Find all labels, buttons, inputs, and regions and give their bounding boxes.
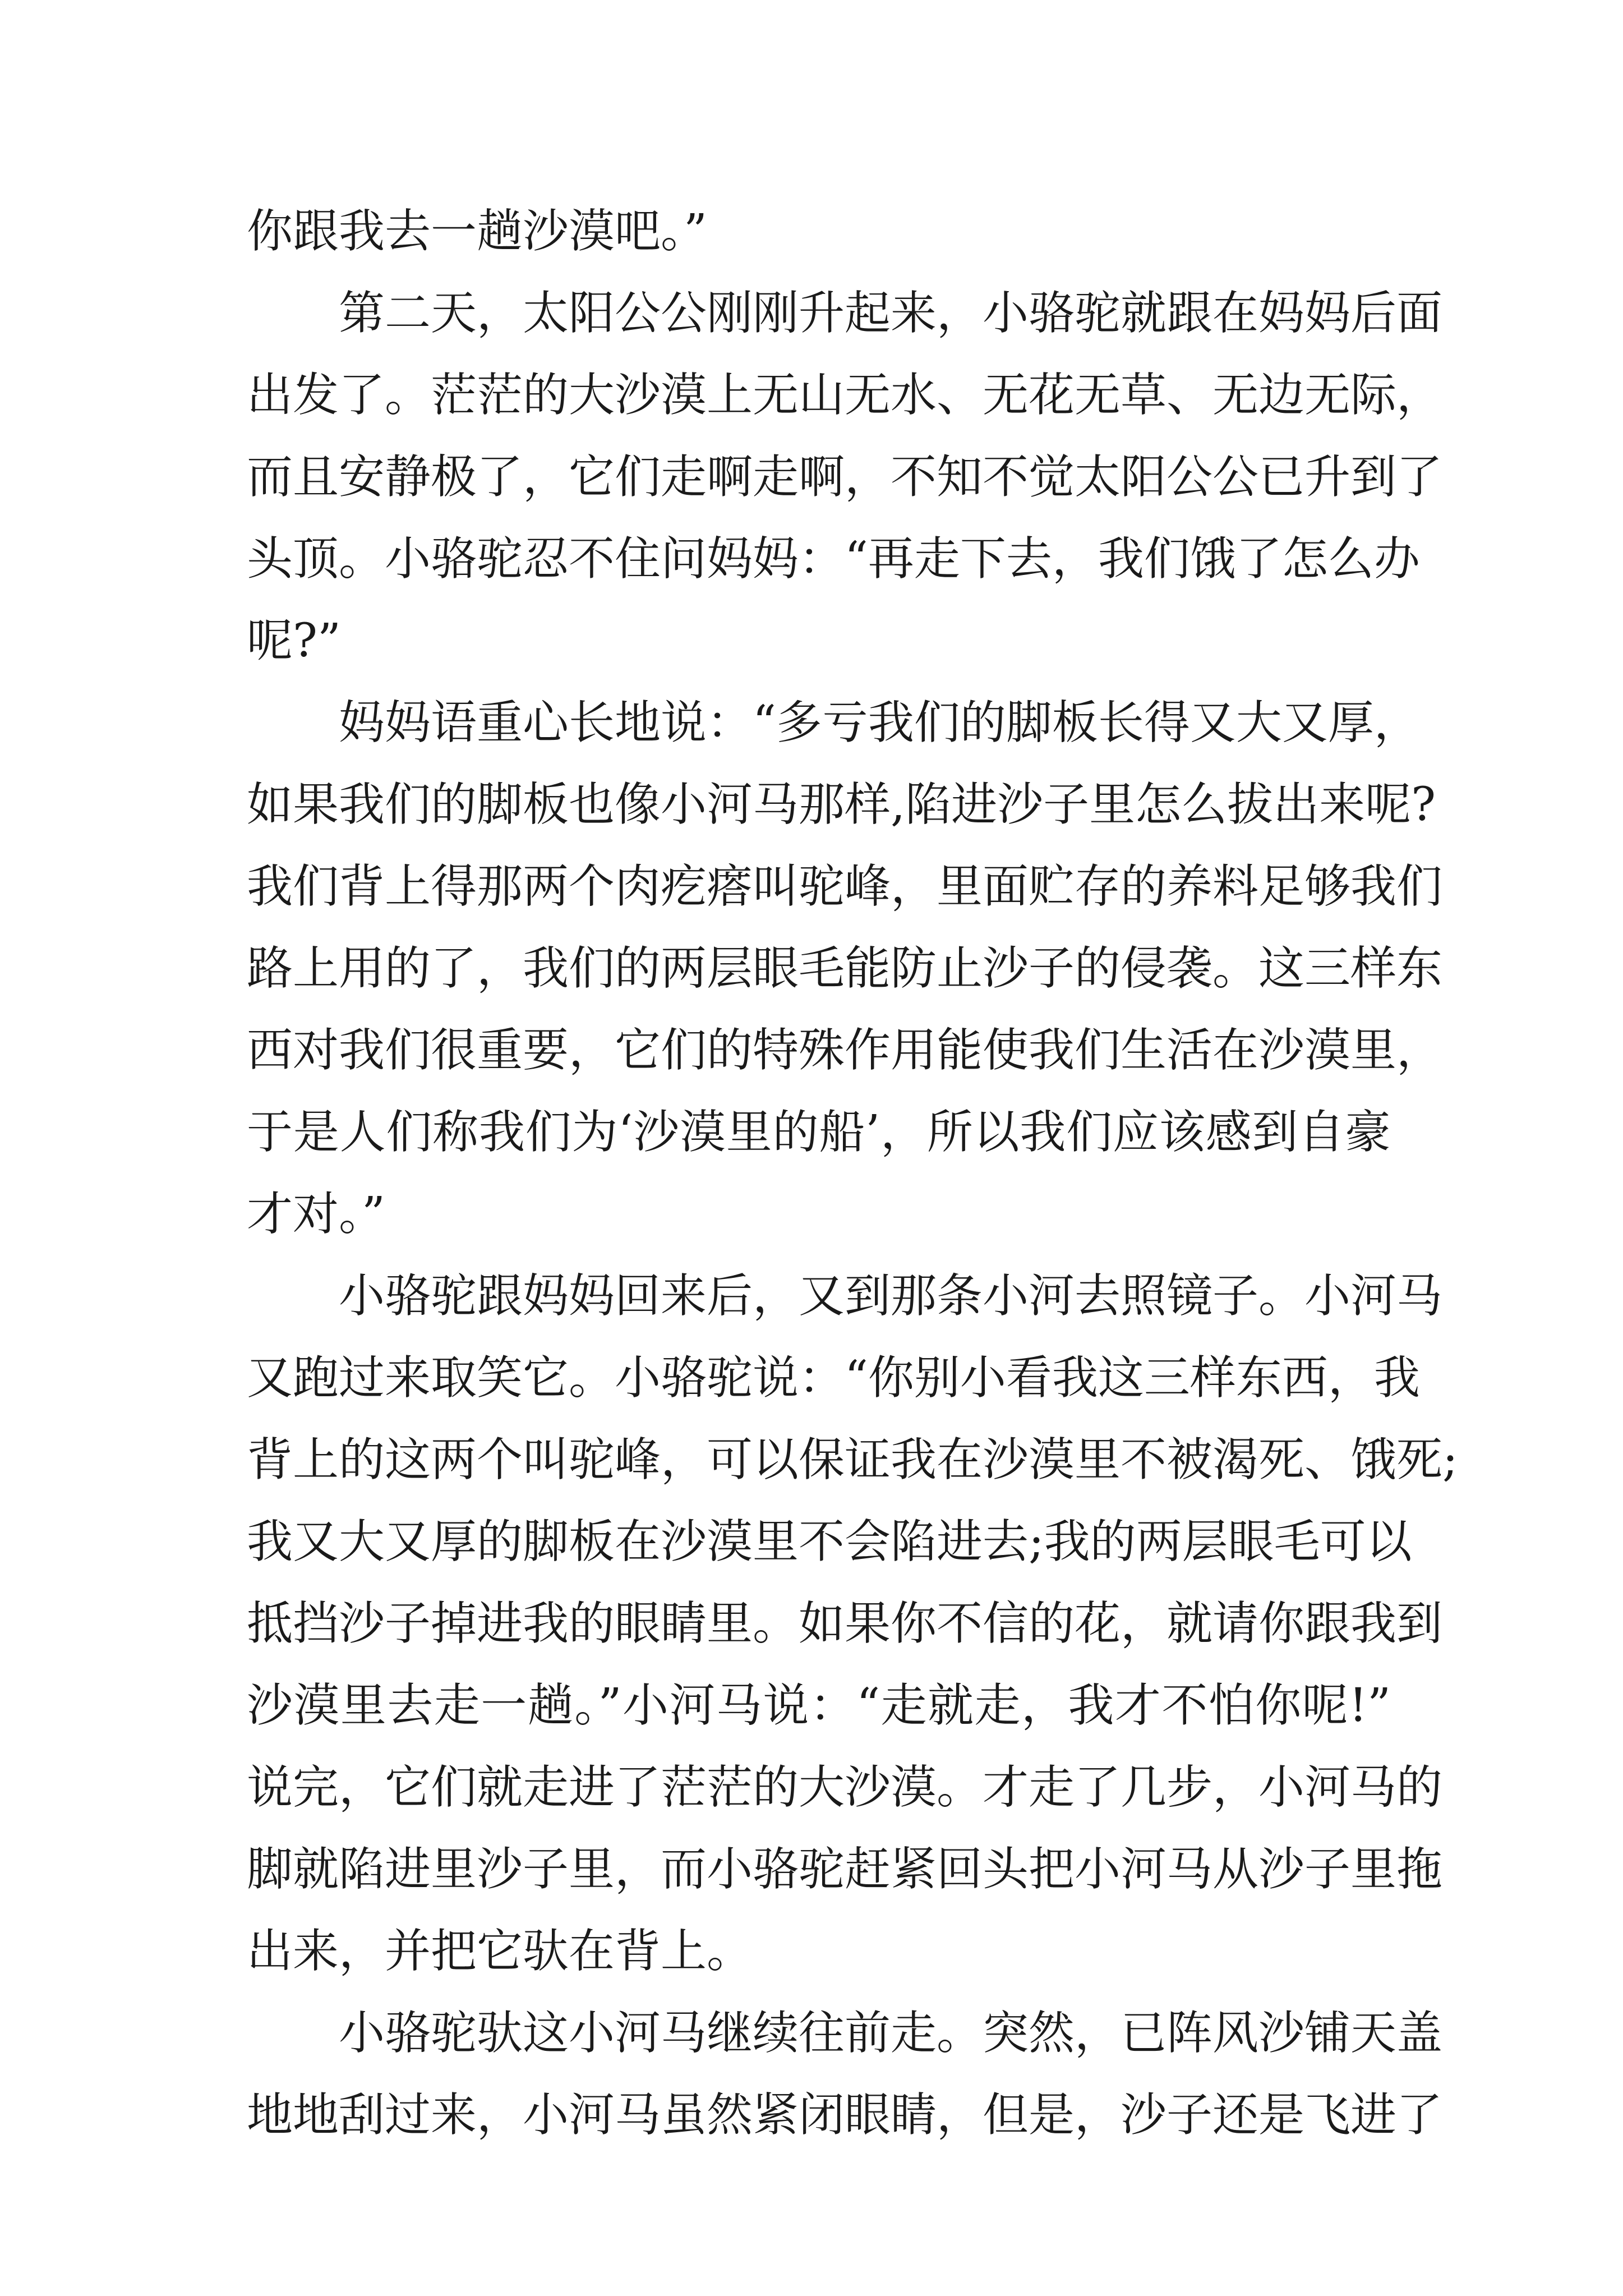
paragraph (247, 273, 1443, 682)
text-line: 头顶。小骆驼忍不住问妈妈：“再走下去，我们饿了怎么办 (247, 532, 1420, 586)
text-line: 我又大又厚的脚板在沙漠里不会陷进去;我的两层眼毛可以 (247, 1515, 1412, 1568)
text-line: 小骆驼驮这小河马继续往前走。突然，已阵风沙铺天盖 (339, 2007, 1443, 2060)
text-line: 沙漠里去走一趟。”小河马说：“走就走，我才不怕你呢!” (247, 1679, 1391, 1732)
text-line: 又跑过来取笑它。小骆驼说：“你别小看我这三样东西，我 (247, 1351, 1420, 1405)
text-line: 如果我们的脚板也像小河马那样,陷进沙子里怎么拔出来呢? (247, 778, 1436, 831)
text-line: 第二天，太阳公公刚刚升起来，小骆驼就跟在妈妈后面 (339, 287, 1443, 340)
text-line: 小骆驼跟妈妈回来后，又到那条小河去照镜子。小河马 (339, 1269, 1443, 1323)
text-line: 妈妈语重心长地说：“多亏我们的脚板长得又大又厚， (339, 696, 1420, 749)
paragraph (247, 191, 1391, 273)
text-line: 呢?” (247, 614, 341, 668)
text-line: 才对。” (247, 1188, 385, 1241)
text-line: 你跟我去一趟沙漠吧。” (247, 205, 707, 258)
text-line: 于是人们称我们为‘沙漠里的船’，所以我们应该感到自豪 (247, 1106, 1391, 1159)
text-line: 脚就陷进里沙子里，而小骆驼赶紧回头把小河马从沙子里拖 (247, 1843, 1443, 1896)
text-line: 地地刮过来，小河马虽然紧闭眼睛，但是，沙子还是飞进了 (247, 2088, 1443, 2142)
text-line: 出来，并把它驮在背上。 (247, 1925, 753, 1978)
text-line: 路上用的了，我们的两层眼毛能防止沙子的侵袭。这三样东 (247, 942, 1443, 995)
text-line: 抵挡沙子掉进我的眼睛里。如果你不信的花，就请你跟我到 (247, 1597, 1443, 1650)
text-line: 西对我们很重要，它们的特殊作用能使我们生活在沙漠里， (247, 1024, 1443, 1077)
story-text (247, 191, 1458, 2156)
text-line: 我们背上得那两个肉疙瘩叫驼峰，里面贮存的养料足够我们 (247, 860, 1443, 913)
text-line: 出发了。茫茫的大沙漠上无山无水、无花无草、无边无际， (247, 369, 1443, 422)
text-line: 而且安静极了，它们走啊走啊，不知不觉太阳公公已升到了 (247, 450, 1443, 504)
text-line: 背上的这两个叫驼峰，可以保证我在沙漠里不被渴死、饿死; (247, 1433, 1458, 1487)
text-line: 说完，它们就走进了茫茫的大沙漠。才走了几步，小河马的 (247, 1761, 1443, 1814)
paragraph (247, 1255, 1458, 1993)
paragraph (247, 682, 1443, 1255)
paragraph (247, 1993, 1443, 2156)
